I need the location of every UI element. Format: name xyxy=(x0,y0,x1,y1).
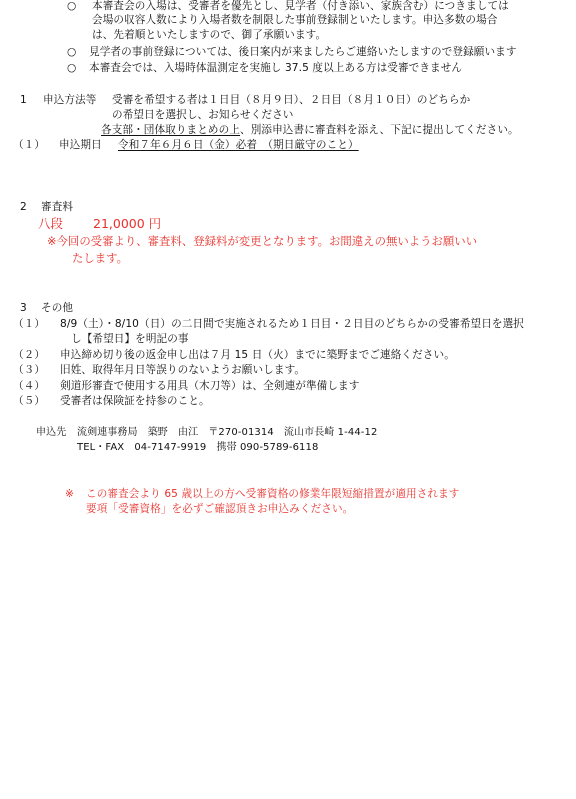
section-1-heading: 申込方法等 xyxy=(43,94,97,106)
list-item: 申込締め切り後の返金申し出は７月 15 日（火）までに築野までご連絡ください。 xyxy=(60,349,455,361)
bullet-3: ○ xyxy=(67,62,77,74)
deadline-value: 令和７年６月６日（金）必着 （期日厳守のこと） xyxy=(118,139,359,151)
section-1-text-3 xyxy=(101,124,519,137)
list-item-number: （５） xyxy=(13,395,46,407)
fee-note-line-1: ※今回の受審より、審査料、登録料が変更となります。お間違えの無いようお願いい xyxy=(47,234,478,248)
intro-line-2: 会場の収容人数により入場者数を制限した事前登録制といたします。申込多数の場合 xyxy=(92,14,498,26)
section-3-heading: その他 xyxy=(41,302,74,314)
bullet-2: ○ xyxy=(67,46,77,58)
list-item-number: （４） xyxy=(13,380,46,392)
section-1-text-3-rest: 、別添申込書に審査料を添え、下記に提出してください。 xyxy=(240,124,519,136)
contact-label: 申込先 xyxy=(36,427,67,438)
notice-line-1: この審査会より 65 歳以上の方へ受審資格の修業年限短縮措置が適用されます xyxy=(86,488,460,500)
deadline-number: （１） xyxy=(13,139,46,151)
list-item: 受審者は保険証を持参のこと。 xyxy=(60,395,210,407)
section-2-number: 2 xyxy=(20,201,27,213)
section-2-heading: 審査料 xyxy=(41,201,74,213)
notice-line-2: 要項「受審資格」を必ずご確認頂きお申込みください。 xyxy=(86,503,354,515)
section-1-number: 1 xyxy=(20,94,27,106)
list-item: 剣道形審査で使用する用具（木刀等）は、全剣連が準備します xyxy=(60,380,360,392)
fee-grade: 八段 xyxy=(38,216,64,231)
notice-mark: ※ xyxy=(65,488,74,500)
section-1-underlined-text: 各支部・団体取りまとめの上 xyxy=(101,124,241,136)
fee-note-line-2: たします。 xyxy=(72,251,129,265)
intro-line-5: 本審査会では、入場時体温測定を実施し 37.5 度以上ある方は受審できません xyxy=(89,62,463,74)
list-item: し【希望日】を明記の事 xyxy=(71,333,189,345)
list-item-number: （３） xyxy=(13,364,46,376)
list-item: 8/9（土）・8/10（日）の二日間で実施されるため１日目・２日目のどちらかの受審希望日を選択 xyxy=(60,318,524,330)
fee-amount: 21,0000 円 xyxy=(93,216,162,231)
intro-line-1: 本審査会の入場は、受審者を優先とし、見学者（付き添い、家族含む）につきましては xyxy=(92,0,509,12)
section-3-number: 3 xyxy=(20,302,27,314)
list-item: 旧姓、取得年月日等誤りのないようお願いします。 xyxy=(60,364,306,376)
deadline-label: 申込期日 xyxy=(59,139,102,151)
contact-phone: TEL・FAX 04-7147-9919 携帯 090-5789-6118 xyxy=(77,442,319,453)
intro-line-4: 見学者の事前登録については、後日案内が来ましたらご連絡いたしますので登録願います xyxy=(89,46,517,58)
section-1-text-1: 受審を希望する者は１日目（８月９日）、２日目（８月１０日）のどちらか xyxy=(112,94,471,106)
list-item-number: （１） xyxy=(13,318,46,330)
contact-address: 流剣連事務局 築野 由江 〒270-01314 流山市長崎 1-44-12 xyxy=(77,427,378,438)
section-1-text-2: の希望日を選択し、お知らせください xyxy=(112,109,294,121)
bullet-1: ○ xyxy=(67,0,77,12)
intro-line-3: は、先着順といたしますので、御了承願います。 xyxy=(92,29,327,41)
list-item-number: （２） xyxy=(13,349,46,361)
